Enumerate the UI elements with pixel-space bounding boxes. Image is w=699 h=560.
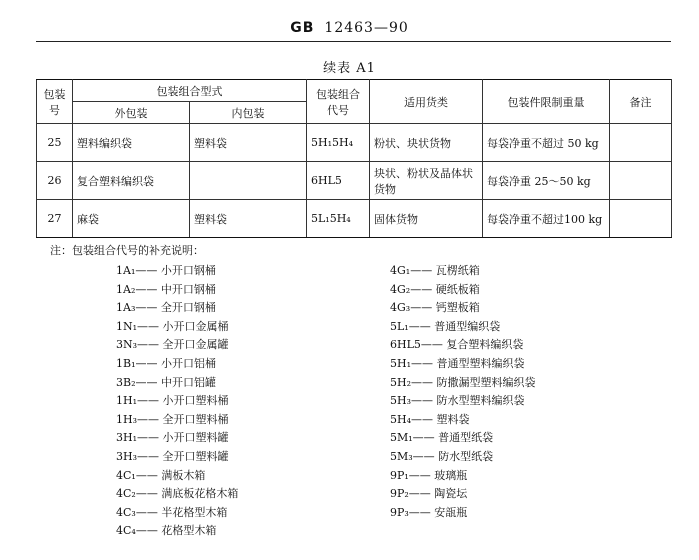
note-item: 9P₁—— 玻璃瓶: [390, 468, 468, 482]
note-item: 1A₃—— 全开口钢桶: [116, 301, 216, 315]
note-item: 6HL5—— 复合塑料编织袋: [390, 338, 524, 352]
cell-code: 5L₁5H₄: [307, 200, 370, 238]
cell-inner: [190, 162, 307, 200]
table-row: [37, 162, 672, 200]
standard-prefix: GB: [290, 20, 315, 36]
note-item: 1H₃—— 全开口塑料桶: [116, 412, 229, 426]
note-item: 5M₁—— 普通型纸袋: [390, 431, 494, 445]
note-item: 4C₁—— 满板木箱: [116, 468, 206, 482]
note-item: 9P₂—— 陶瓷坛: [390, 487, 468, 501]
cell-remark: [610, 124, 672, 162]
packaging-table: [36, 79, 672, 238]
cell-inner: 塑料袋: [190, 200, 307, 238]
cell-no: 25: [37, 124, 73, 162]
note-item: 5H₄—— 塑料袋: [390, 412, 470, 426]
note-item: 4G₁—— 瓦楞纸箱: [390, 264, 480, 277]
header-combo-code: 包装组合代号: [307, 80, 370, 124]
note-item: 5H₂—— 防撒漏型塑料编织袋: [390, 375, 536, 389]
note-item: 5L₁—— 普通型编织袋: [390, 319, 501, 333]
notes-lead: 注：包装组合代号的补充说明：: [50, 244, 204, 257]
header-goods: 适用货类: [370, 80, 483, 124]
note-item: 3H₁—— 小开口塑料罐: [116, 431, 229, 445]
header-remark: 备注: [610, 80, 672, 124]
cell-weight: 每袋净重不超过 50 kg: [483, 124, 610, 162]
note-item: 3N₃—— 全开口金属罐: [116, 338, 229, 352]
table-title: 续表 A1: [323, 61, 376, 76]
note-item: 4C₄—— 花格型木箱: [116, 524, 217, 538]
note-item: 5M₃—— 防水型纸袋: [390, 449, 494, 463]
cell-outer: 复合塑料编织袋: [73, 162, 190, 200]
cell-remark: [610, 162, 672, 200]
header-weight: 包装件限制重量: [483, 80, 610, 124]
note-item: 1A₁—— 小开口钢桶: [116, 264, 216, 277]
cell-goods: 块状、粉状及晶体状货物: [370, 162, 483, 200]
note-item: 9P₃—— 安瓿瓶: [390, 505, 468, 519]
note-item: 4C₂—— 满底板花格木箱: [116, 487, 239, 501]
note-item: 3B₂—— 中开口铝罐: [116, 375, 216, 389]
standard-number: 12463—90: [324, 20, 409, 36]
page-header: [0, 20, 699, 36]
cell-goods: 粉状、块状货物: [370, 124, 483, 162]
header-rule: [36, 41, 671, 42]
header-package-no: 包装号: [37, 80, 73, 124]
table-row: [37, 200, 672, 238]
note-item: 1A₂—— 中开口钢桶: [116, 282, 216, 296]
cell-goods: 固体货物: [370, 200, 483, 238]
note-item: 5H₁—— 普通型塑料编织袋: [390, 356, 525, 370]
notes-right-column: [390, 262, 536, 522]
cell-remark: [610, 200, 672, 238]
cell-code: 5H₁5H₄: [307, 124, 370, 162]
table-row: [37, 124, 672, 162]
note-item: 1N₁—— 小开口金属桶: [116, 319, 229, 333]
cell-outer: 麻袋: [73, 200, 190, 238]
cell-inner: 塑料袋: [190, 124, 307, 162]
header-outer: 外包装: [73, 102, 190, 124]
note-item: 4G₃—— 钙塑板箱: [390, 301, 480, 315]
cell-code: 6HL5: [307, 162, 370, 200]
cell-weight: 每袋净重 25～50 kg: [483, 162, 610, 200]
note-item: 1H₁—— 小开口塑料桶: [116, 394, 229, 408]
note-item: 3H₃—— 全开口塑料罐: [116, 449, 229, 463]
cell-outer: 塑料编织袋: [73, 124, 190, 162]
note-item: 1B₁—— 小开口铝桶: [116, 356, 216, 370]
cell-no: 26: [37, 162, 73, 200]
note-item: 4G₂—— 硬纸板箱: [390, 282, 480, 296]
cell-weight: 每袋净重不超过100 kg: [483, 200, 610, 238]
header-combo-type: 包装组合型式: [73, 80, 307, 102]
header-inner: 内包装: [190, 102, 307, 124]
note-item: 4C₃—— 半花格型木箱: [116, 505, 228, 519]
notes-left-column: [116, 262, 238, 541]
cell-no: 27: [37, 200, 73, 238]
notes-section: [36, 241, 676, 261]
note-item: 5H₃—— 防水型塑料编织袋: [390, 394, 525, 408]
